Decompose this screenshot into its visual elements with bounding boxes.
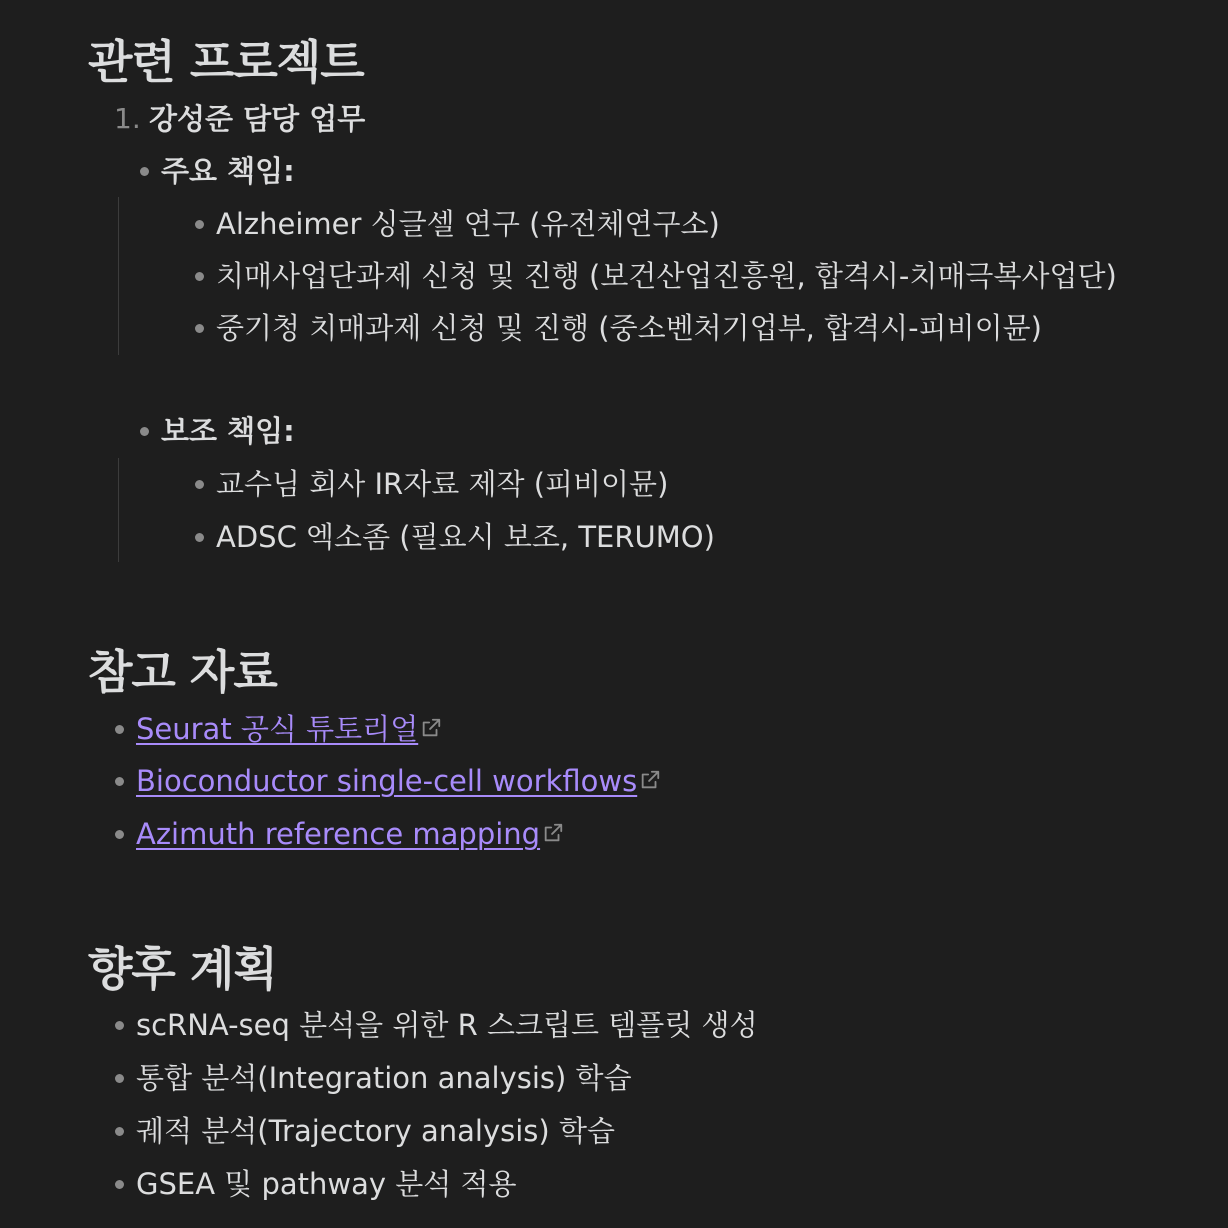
list-number: 1.	[114, 102, 141, 135]
bullet-icon	[195, 533, 204, 542]
bullet-icon	[115, 1127, 124, 1136]
reference-link-item	[136, 709, 442, 749]
bullet-icon	[195, 324, 204, 333]
indent-guide	[118, 197, 119, 355]
bullet-icon	[195, 272, 204, 281]
bioconductor-workflows-link[interactable]: Bioconductor single-cell workflows	[136, 764, 638, 798]
bullet-icon	[115, 830, 124, 839]
bullet-icon	[195, 220, 204, 229]
heading-future-plans: 향후 계획	[88, 942, 277, 996]
reference-link-item	[136, 814, 564, 854]
secondary-responsibility-label: 보조 책임:	[161, 414, 295, 448]
list-item-title: 강성준 담당 업무	[149, 102, 366, 136]
list-item: 중기청 치매과제 신청 및 진행 (중소벤처기업부, 합격시-피비이뮨)	[216, 311, 1042, 345]
seurat-tutorial-link[interactable]: Seurat 공식 튜토리얼	[136, 712, 419, 746]
list-item: scRNA-seq 분석을 위한 R 스크립트 템플릿 생성	[136, 1008, 758, 1042]
list-item: ADSC 엑소좀 (필요시 보조, TERUMO)	[216, 520, 715, 554]
list-item: 교수님 회사 IR자료 제작 (피비이뮨)	[216, 467, 669, 501]
bullet-icon	[140, 427, 149, 436]
bullet-icon	[115, 1074, 124, 1083]
indent-guide	[118, 458, 119, 562]
primary-responsibility-label: 주요 책임:	[161, 154, 295, 188]
bullet-icon	[115, 725, 124, 734]
bullet-icon	[115, 1180, 124, 1189]
list-item: Alzheimer 싱글셀 연구 (유전체연구소)	[216, 207, 720, 241]
external-link-icon[interactable]	[639, 769, 661, 791]
external-link-icon[interactable]	[420, 717, 442, 739]
list-item: GSEA 및 pathway 분석 적용	[136, 1167, 517, 1201]
reference-link-item	[136, 761, 661, 801]
list-item: 궤적 분석(Trajectory analysis) 학습	[136, 1114, 615, 1148]
bullet-icon	[115, 1021, 124, 1030]
heading-references: 참고 자료	[88, 645, 277, 699]
list-item: 치매사업단과제 신청 및 진행 (보건산업진흥원, 합격시-치매극복사업단)	[216, 259, 1117, 293]
bullet-icon	[195, 480, 204, 489]
bullet-icon	[140, 167, 149, 176]
azimuth-mapping-link[interactable]: Azimuth reference mapping	[136, 817, 541, 851]
list-item: 통합 분석(Integration analysis) 학습	[136, 1061, 632, 1095]
heading-related-projects: 관련 프로젝트	[88, 35, 364, 89]
bullet-icon	[115, 777, 124, 786]
external-link-icon[interactable]	[542, 822, 564, 844]
